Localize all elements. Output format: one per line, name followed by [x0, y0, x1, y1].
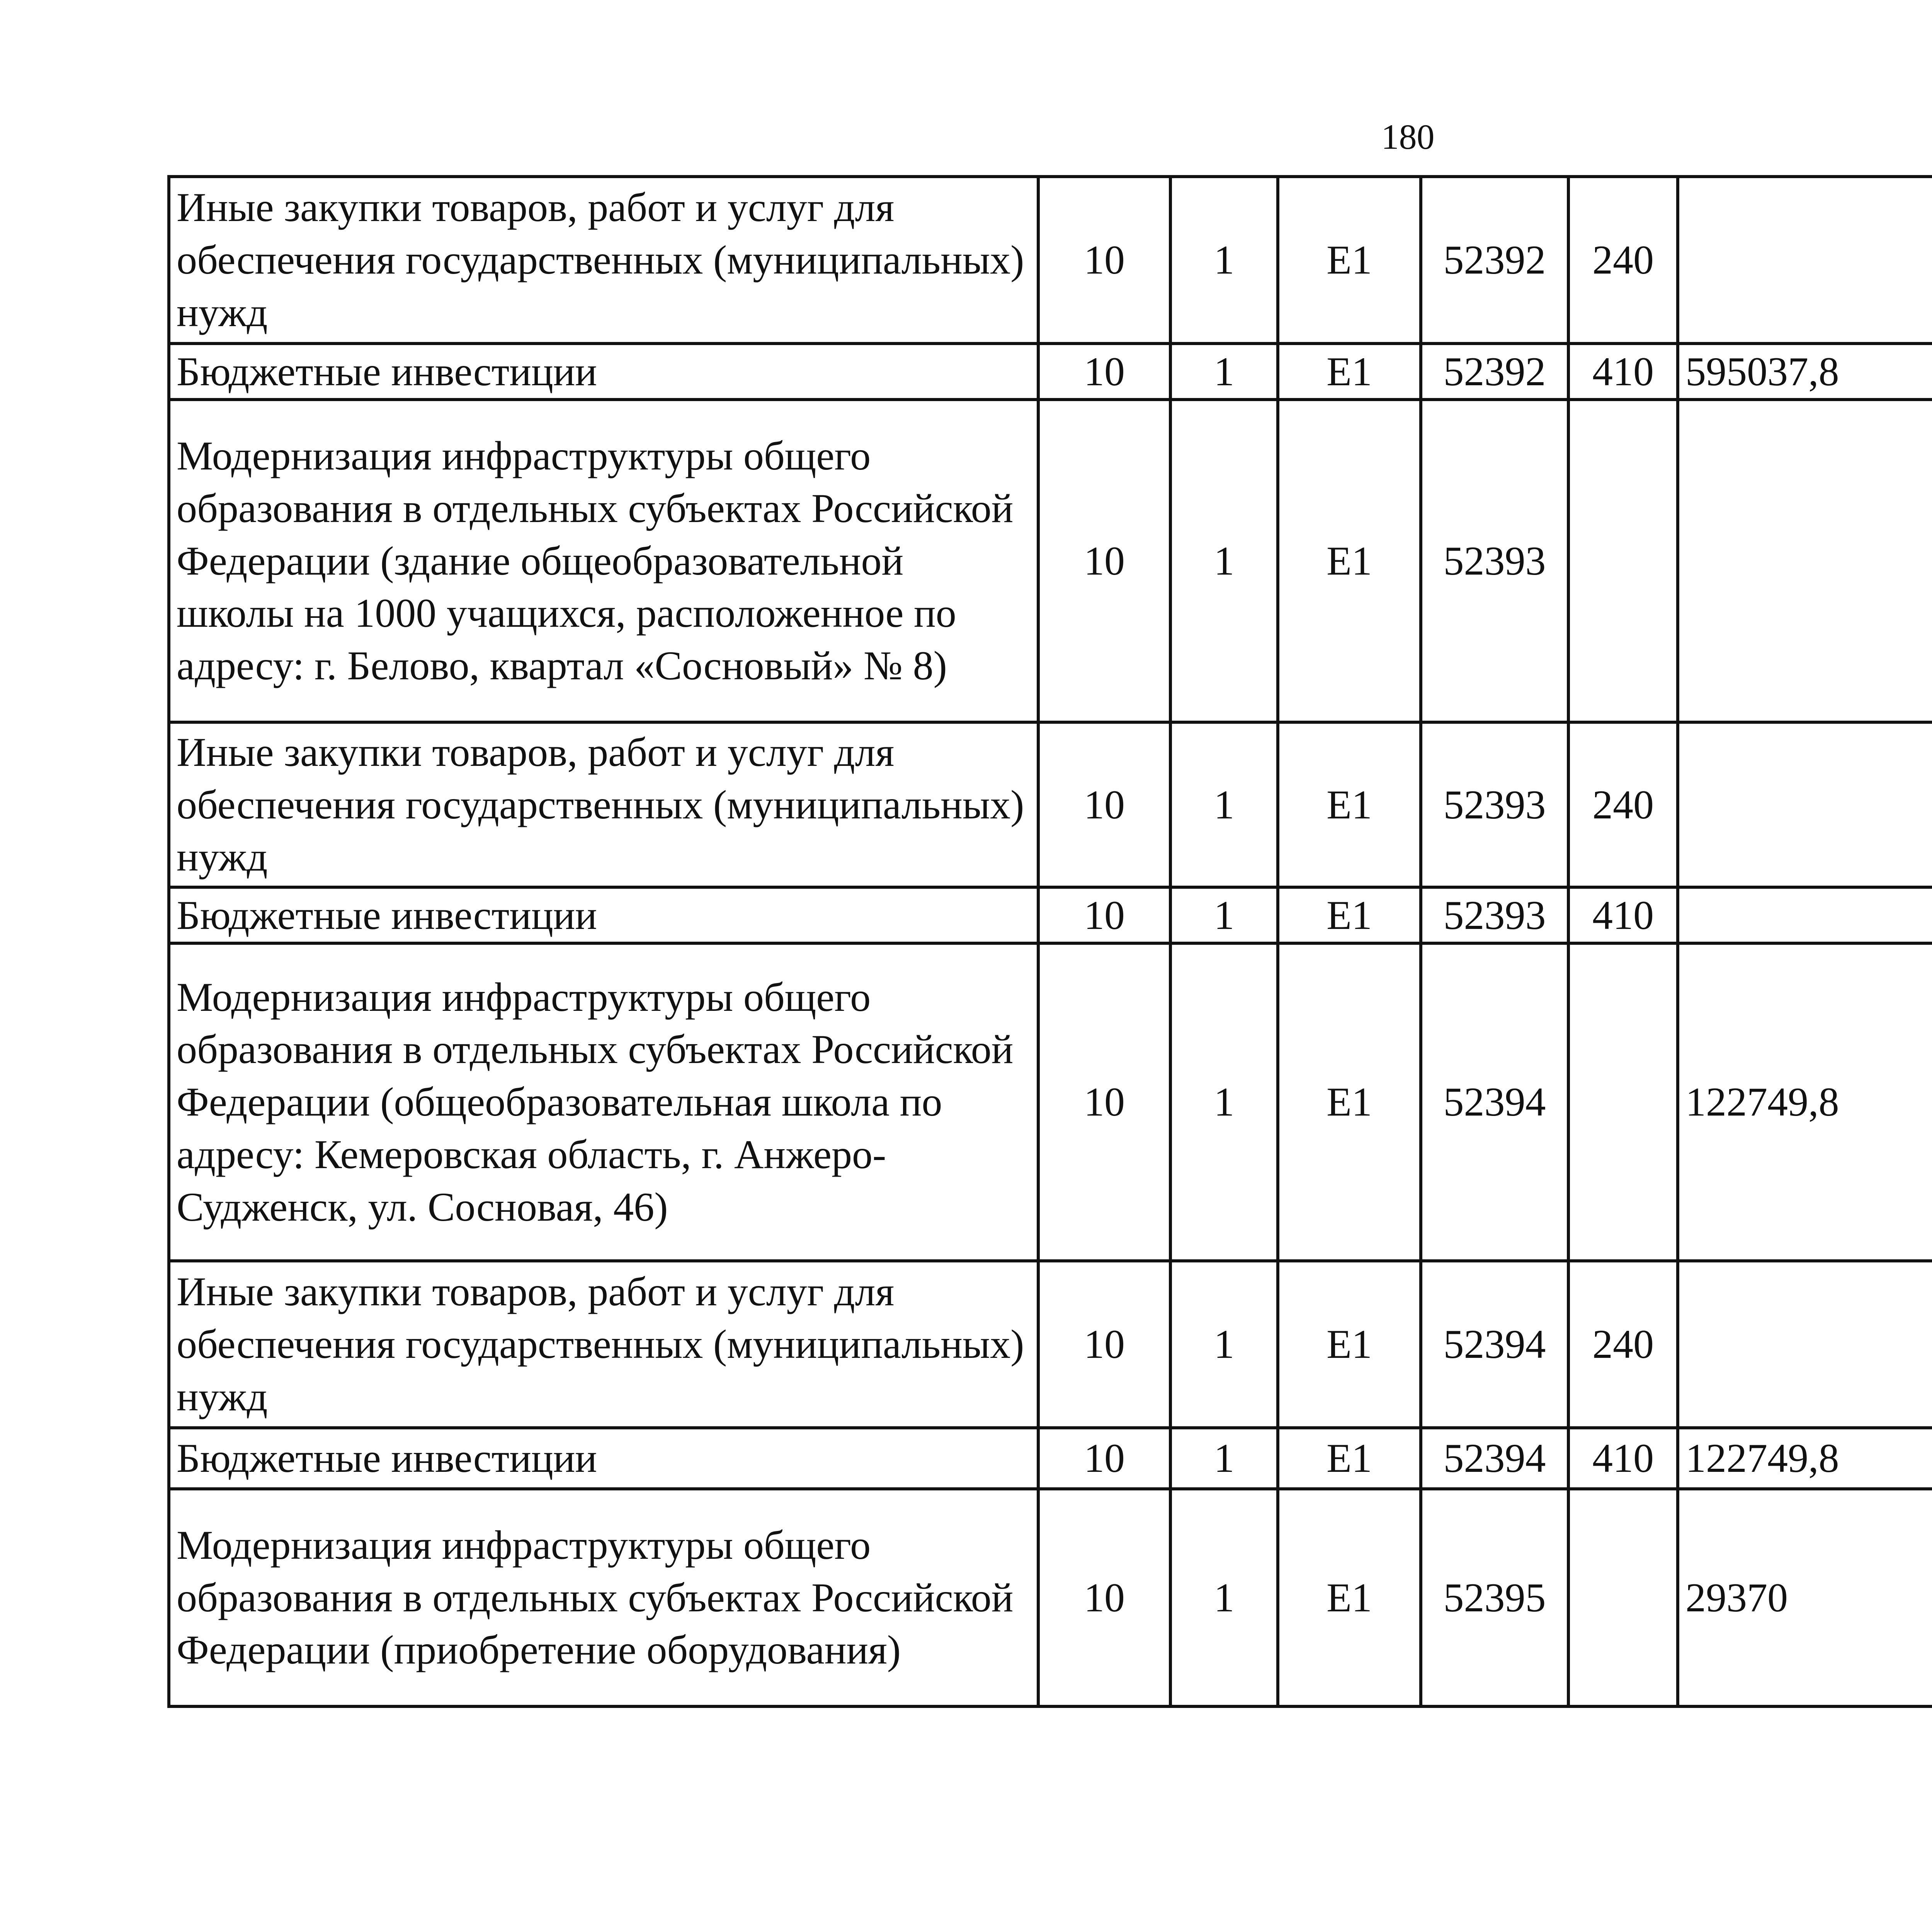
- table-row: [169, 400, 1932, 722]
- table-row: [169, 177, 1932, 344]
- direction-code: 52395: [1421, 1489, 1568, 1706]
- row-description: Бюджетные инвестиции: [169, 887, 1038, 943]
- direction-code: 52393: [1421, 722, 1568, 887]
- project-code: Е1: [1278, 400, 1421, 722]
- section-code: 10: [1038, 1261, 1170, 1428]
- subprogram-code: 1: [1170, 943, 1278, 1261]
- expense-type-code: 410: [1568, 887, 1678, 943]
- expense-type-code: 410: [1568, 344, 1678, 400]
- row-description: Бюджетные инвестиции: [169, 1428, 1038, 1489]
- budget-table: [167, 175, 1932, 1708]
- section-code: 10: [1038, 400, 1170, 722]
- subprogram-code: 1: [1170, 1489, 1278, 1706]
- subprogram-code: 1: [1170, 1261, 1278, 1428]
- page-number: 180: [1381, 117, 1435, 156]
- project-code: Е1: [1278, 943, 1421, 1261]
- table-row: [169, 344, 1932, 400]
- sum-1: 29370: [1678, 1489, 1932, 1706]
- table-row: [169, 1261, 1932, 1428]
- direction-code: 52393: [1421, 887, 1568, 943]
- sum-1: [1678, 722, 1932, 887]
- table-row: [169, 887, 1932, 943]
- subprogram-code: 1: [1170, 400, 1278, 722]
- row-description: Модернизация инфраструктуры общего образования в отдельных субъектах Российской Федерации (здание общеобразовательной школы на 1000 учащихся, расположенное по адресу: г. Белово, квартал «Сосновый» № 8): [169, 400, 1038, 722]
- expense-type-code: 240: [1568, 1261, 1678, 1428]
- direction-code: 52392: [1421, 344, 1568, 400]
- project-code: Е1: [1278, 177, 1421, 344]
- section-code: 10: [1038, 722, 1170, 887]
- project-code: Е1: [1278, 722, 1421, 887]
- expense-type-code: [1568, 943, 1678, 1261]
- row-description: Модернизация инфраструктуры общего образования в отдельных субъектах Российской Федерации (приобретение оборудования): [169, 1489, 1038, 1706]
- sum-1: 122749,8: [1678, 1428, 1932, 1489]
- project-code: Е1: [1278, 1489, 1421, 1706]
- subprogram-code: 1: [1170, 887, 1278, 943]
- table-row: [169, 1489, 1932, 1706]
- section-code: 10: [1038, 1489, 1170, 1706]
- expense-type-code: [1568, 1489, 1678, 1706]
- row-description: Модернизация инфраструктуры общего образования в отдельных субъектах Российской Федерации (общеобразовательная школа по адресу: Кемеровская область, г. Анжеро-Судженск, ул. Сосновая, 46): [169, 943, 1038, 1261]
- subprogram-code: 1: [1170, 722, 1278, 887]
- expense-type-code: 240: [1568, 177, 1678, 344]
- section-code: 10: [1038, 177, 1170, 344]
- expense-type-code: 410: [1568, 1428, 1678, 1489]
- direction-code: 52394: [1421, 1428, 1568, 1489]
- project-code: Е1: [1278, 1428, 1421, 1489]
- sum-1: [1678, 887, 1932, 943]
- sum-1: [1678, 1261, 1932, 1428]
- section-code: 10: [1038, 887, 1170, 943]
- sum-1: [1678, 177, 1932, 344]
- sum-1: 122749,8: [1678, 943, 1932, 1261]
- section-code: 10: [1038, 344, 1170, 400]
- subprogram-code: 1: [1170, 344, 1278, 400]
- project-code: Е1: [1278, 344, 1421, 400]
- section-code: 10: [1038, 1428, 1170, 1489]
- row-description: Иные закупки товаров, работ и услуг для обеспечения государственных (муниципальных) нужд: [169, 177, 1038, 344]
- sum-1: 595037,8: [1678, 344, 1932, 400]
- table-row: [169, 722, 1932, 887]
- direction-code: 52393: [1421, 400, 1568, 722]
- direction-code: 52392: [1421, 177, 1568, 344]
- subprogram-code: 1: [1170, 1428, 1278, 1489]
- table-row: [169, 1428, 1932, 1489]
- table-row: [169, 943, 1932, 1261]
- expense-type-code: [1568, 400, 1678, 722]
- sum-1: [1678, 400, 1932, 722]
- row-description: Иные закупки товаров, работ и услуг для обеспечения государственных (муниципальных) нужд: [169, 722, 1038, 887]
- row-description: Бюджетные инвестиции: [169, 344, 1038, 400]
- direction-code: 52394: [1421, 1261, 1568, 1428]
- project-code: Е1: [1278, 1261, 1421, 1428]
- expense-type-code: 240: [1568, 722, 1678, 887]
- direction-code: 52394: [1421, 943, 1568, 1261]
- row-description: Иные закупки товаров, работ и услуг для обеспечения государственных (муниципальных) нужд: [169, 1261, 1038, 1428]
- project-code: Е1: [1278, 887, 1421, 943]
- subprogram-code: 1: [1170, 177, 1278, 344]
- section-code: 10: [1038, 943, 1170, 1261]
